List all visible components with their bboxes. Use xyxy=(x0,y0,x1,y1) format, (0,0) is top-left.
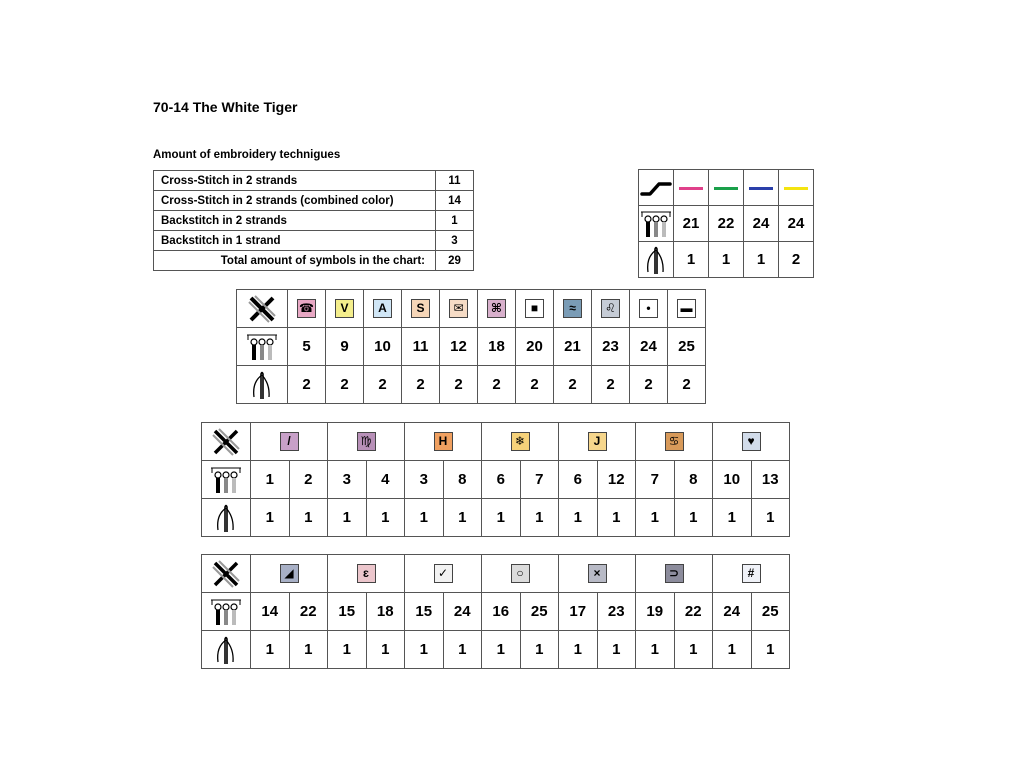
section-subtitle: Amount of embroidery technigues xyxy=(153,149,341,161)
techniques-summary-table xyxy=(153,170,474,271)
strand-count: 2 xyxy=(478,366,516,404)
technique-count: 11 xyxy=(436,171,474,191)
thread-number: 22 xyxy=(674,593,713,631)
strand-count: 2 xyxy=(779,242,814,278)
symbol-swatch: × xyxy=(588,564,607,583)
strand-count: 1 xyxy=(674,499,713,537)
cross-stitch-icon xyxy=(212,428,240,456)
thread-number: 21 xyxy=(554,328,592,366)
technique-count: 14 xyxy=(436,191,474,211)
cross-stitch-icon-cell xyxy=(202,555,251,593)
symbol-cell xyxy=(405,555,482,593)
strand-count: 1 xyxy=(251,631,290,669)
thread-icon xyxy=(209,598,243,626)
thread-number: 13 xyxy=(751,461,790,499)
symbol-cell xyxy=(630,290,668,328)
strand-count: 1 xyxy=(405,499,444,537)
technique-count: 1 xyxy=(436,211,474,231)
needle-icon-cell xyxy=(202,499,251,537)
symbol-cell xyxy=(288,290,326,328)
thread-number: 2 xyxy=(289,461,328,499)
thread-number: 24 xyxy=(744,206,779,242)
cross-stitch-icon xyxy=(212,560,240,588)
needle-icon-cell xyxy=(202,631,251,669)
thread-number: 4 xyxy=(366,461,405,499)
cross-stitch-table-2 xyxy=(201,422,790,537)
thread-icon-cell xyxy=(237,328,288,366)
strand-count: 2 xyxy=(592,366,630,404)
thread-row xyxy=(237,328,706,366)
needle-icon xyxy=(642,245,670,275)
strand-count: 1 xyxy=(251,499,290,537)
table-row xyxy=(154,231,474,251)
thread-number: 23 xyxy=(597,593,636,631)
symbol-swatch: V xyxy=(335,299,354,318)
symbol-cell xyxy=(559,423,636,461)
strand-count: 1 xyxy=(405,631,444,669)
symbol-swatch: ≈ xyxy=(563,299,582,318)
strand-count: 2 xyxy=(288,366,326,404)
technique-label: Backstitch in 2 strands xyxy=(154,211,436,231)
strand-count: 1 xyxy=(482,499,521,537)
thread-number: 21 xyxy=(674,206,709,242)
strand-row xyxy=(639,242,814,278)
needle-icon xyxy=(212,635,240,665)
strand-count: 1 xyxy=(443,499,482,537)
thread-icon xyxy=(209,466,243,494)
strand-count: 2 xyxy=(326,366,364,404)
backstitch-icon-cell xyxy=(639,170,674,206)
strand-count: 1 xyxy=(713,499,752,537)
strand-count: 1 xyxy=(674,631,713,669)
symbol-row xyxy=(202,555,790,593)
symbol-cell xyxy=(251,423,328,461)
strand-count: 1 xyxy=(744,242,779,278)
strand-count: 1 xyxy=(674,242,709,278)
thread-number: 24 xyxy=(630,328,668,366)
strand-row xyxy=(237,366,706,404)
symbol-cell xyxy=(326,290,364,328)
thread-number: 24 xyxy=(779,206,814,242)
symbol-swatch: ○ xyxy=(511,564,530,583)
thread-number: 19 xyxy=(636,593,675,631)
strand-count: 1 xyxy=(289,631,328,669)
thread-number: 15 xyxy=(405,593,444,631)
thread-number: 22 xyxy=(709,206,744,242)
thread-number: 11 xyxy=(402,328,440,366)
thread-icon-cell xyxy=(202,461,251,499)
thread-number: 20 xyxy=(516,328,554,366)
thread-icon-cell xyxy=(202,593,251,631)
strand-count: 1 xyxy=(366,499,405,537)
strand-count: 1 xyxy=(482,631,521,669)
strand-count: 1 xyxy=(636,631,675,669)
technique-label: Cross-Stitch in 2 strands (combined color) xyxy=(154,191,436,211)
thread-icon xyxy=(639,210,673,238)
thread-number: 15 xyxy=(328,593,367,631)
thread-number: 14 xyxy=(251,593,290,631)
thread-number: 25 xyxy=(520,593,559,631)
strand-count: 2 xyxy=(402,366,440,404)
strand-count: 1 xyxy=(597,499,636,537)
thread-icon xyxy=(245,333,279,361)
symbol-cell xyxy=(668,290,706,328)
symbol-cell xyxy=(482,555,559,593)
symbol-cell xyxy=(516,290,554,328)
strand-count: 1 xyxy=(559,499,598,537)
thread-icon-cell xyxy=(639,206,674,242)
thread-number: 6 xyxy=(559,461,598,499)
page-title: 70-14 The White Tiger xyxy=(153,99,298,115)
backstitch-color-cell xyxy=(674,170,709,206)
thread-number: 6 xyxy=(482,461,521,499)
thread-number: 12 xyxy=(597,461,636,499)
strand-count: 1 xyxy=(636,499,675,537)
symbol-cell xyxy=(478,290,516,328)
symbol-cell xyxy=(251,555,328,593)
thread-number: 10 xyxy=(713,461,752,499)
thread-number: 25 xyxy=(751,593,790,631)
strand-row xyxy=(202,631,790,669)
strand-count: 1 xyxy=(597,631,636,669)
strand-count: 1 xyxy=(443,631,482,669)
symbol-cell xyxy=(636,423,713,461)
technique-count: 3 xyxy=(436,231,474,251)
cross-stitch-icon-cell xyxy=(237,290,288,328)
strand-count: 1 xyxy=(289,499,328,537)
thread-number: 24 xyxy=(713,593,752,631)
table-row xyxy=(154,191,474,211)
symbol-cell xyxy=(636,555,713,593)
symbol-swatch: ■ xyxy=(525,299,544,318)
symbol-row xyxy=(202,423,790,461)
needle-icon-cell xyxy=(639,242,674,278)
symbol-row xyxy=(237,290,706,328)
thread-number: 1 xyxy=(251,461,290,499)
strand-count: 2 xyxy=(516,366,554,404)
thread-number: 7 xyxy=(636,461,675,499)
symbol-swatch: # xyxy=(742,564,761,583)
table-row xyxy=(154,171,474,191)
needle-icon-cell xyxy=(237,366,288,404)
backstitch-color-line xyxy=(749,187,773,190)
technique-label: Cross-Stitch in 2 strands xyxy=(154,171,436,191)
total-label: Total amount of symbols in the chart: xyxy=(154,251,436,271)
table-row xyxy=(154,251,474,271)
cross-stitch-table-1 xyxy=(236,289,706,404)
thread-number: 16 xyxy=(482,593,521,631)
symbol-cell xyxy=(482,423,559,461)
strand-count: 1 xyxy=(559,631,598,669)
symbol-swatch: • xyxy=(639,299,658,318)
symbol-swatch: ♍ xyxy=(357,432,376,451)
backstitch-color-cell xyxy=(709,170,744,206)
thread-number: 12 xyxy=(440,328,478,366)
thread-number: 3 xyxy=(405,461,444,499)
symbol-swatch: ɛ xyxy=(357,564,376,583)
symbol-swatch: ◢ xyxy=(280,564,299,583)
symbol-cell xyxy=(328,423,405,461)
symbol-swatch: A xyxy=(373,299,392,318)
symbol-swatch: ✉ xyxy=(449,299,468,318)
strand-count: 1 xyxy=(751,499,790,537)
cross-stitch-table-3 xyxy=(201,554,790,669)
symbol-cell xyxy=(713,423,790,461)
cross-stitch-icon-cell xyxy=(202,423,251,461)
symbol-swatch: ❄ xyxy=(511,432,530,451)
symbol-swatch: ♥ xyxy=(742,432,761,451)
thread-row xyxy=(202,461,790,499)
strand-count: 1 xyxy=(709,242,744,278)
strand-count: 1 xyxy=(366,631,405,669)
symbol-cell xyxy=(592,290,630,328)
thread-row xyxy=(639,206,814,242)
backstitch-color-line xyxy=(784,187,808,190)
thread-number: 7 xyxy=(520,461,559,499)
strand-row xyxy=(202,499,790,537)
backstitch-table xyxy=(638,169,814,278)
thread-number: 10 xyxy=(364,328,402,366)
thread-number: 3 xyxy=(328,461,367,499)
symbol-row xyxy=(639,170,814,206)
table-row xyxy=(154,211,474,231)
needle-icon xyxy=(248,370,276,400)
backstitch-color-line xyxy=(679,187,703,190)
thread-number: 8 xyxy=(674,461,713,499)
technique-label: Backstitch in 1 strand xyxy=(154,231,436,251)
strand-count: 1 xyxy=(328,499,367,537)
symbol-swatch: ♋ xyxy=(665,432,684,451)
symbol-swatch: ♌ xyxy=(601,299,620,318)
thread-number: 22 xyxy=(289,593,328,631)
symbol-cell xyxy=(554,290,592,328)
needle-icon xyxy=(212,503,240,533)
backstitch-color-cell xyxy=(779,170,814,206)
symbol-swatch: / xyxy=(280,432,299,451)
symbol-swatch: J xyxy=(588,432,607,451)
thread-number: 18 xyxy=(366,593,405,631)
symbol-swatch: S xyxy=(411,299,430,318)
symbol-cell xyxy=(328,555,405,593)
strand-count: 1 xyxy=(713,631,752,669)
symbol-cell xyxy=(364,290,402,328)
strand-count: 1 xyxy=(328,631,367,669)
symbol-cell xyxy=(405,423,482,461)
symbol-swatch: ☎ xyxy=(297,299,316,318)
strand-count: 2 xyxy=(440,366,478,404)
backstitch-color-cell xyxy=(744,170,779,206)
strand-count: 2 xyxy=(364,366,402,404)
thread-row xyxy=(202,593,790,631)
strand-count: 2 xyxy=(630,366,668,404)
symbol-swatch: H xyxy=(434,432,453,451)
symbol-swatch: ✓ xyxy=(434,564,453,583)
symbol-swatch: ▬ xyxy=(677,299,696,318)
symbol-swatch: ⊃ xyxy=(665,564,684,583)
thread-number: 5 xyxy=(288,328,326,366)
backstitch-color-line xyxy=(714,187,738,190)
backstitch-icon xyxy=(639,179,673,197)
strand-count: 1 xyxy=(520,499,559,537)
thread-number: 25 xyxy=(668,328,706,366)
thread-number: 24 xyxy=(443,593,482,631)
thread-number: 17 xyxy=(559,593,598,631)
symbol-cell xyxy=(402,290,440,328)
symbol-swatch: ⌘ xyxy=(487,299,506,318)
cross-stitch-icon xyxy=(248,295,276,323)
strand-count: 2 xyxy=(554,366,592,404)
thread-number: 9 xyxy=(326,328,364,366)
symbol-cell xyxy=(713,555,790,593)
total-count: 29 xyxy=(436,251,474,271)
strand-count: 1 xyxy=(520,631,559,669)
thread-number: 8 xyxy=(443,461,482,499)
strand-count: 1 xyxy=(751,631,790,669)
symbol-cell xyxy=(559,555,636,593)
strand-count: 2 xyxy=(668,366,706,404)
thread-number: 23 xyxy=(592,328,630,366)
thread-number: 18 xyxy=(478,328,516,366)
symbol-cell xyxy=(440,290,478,328)
